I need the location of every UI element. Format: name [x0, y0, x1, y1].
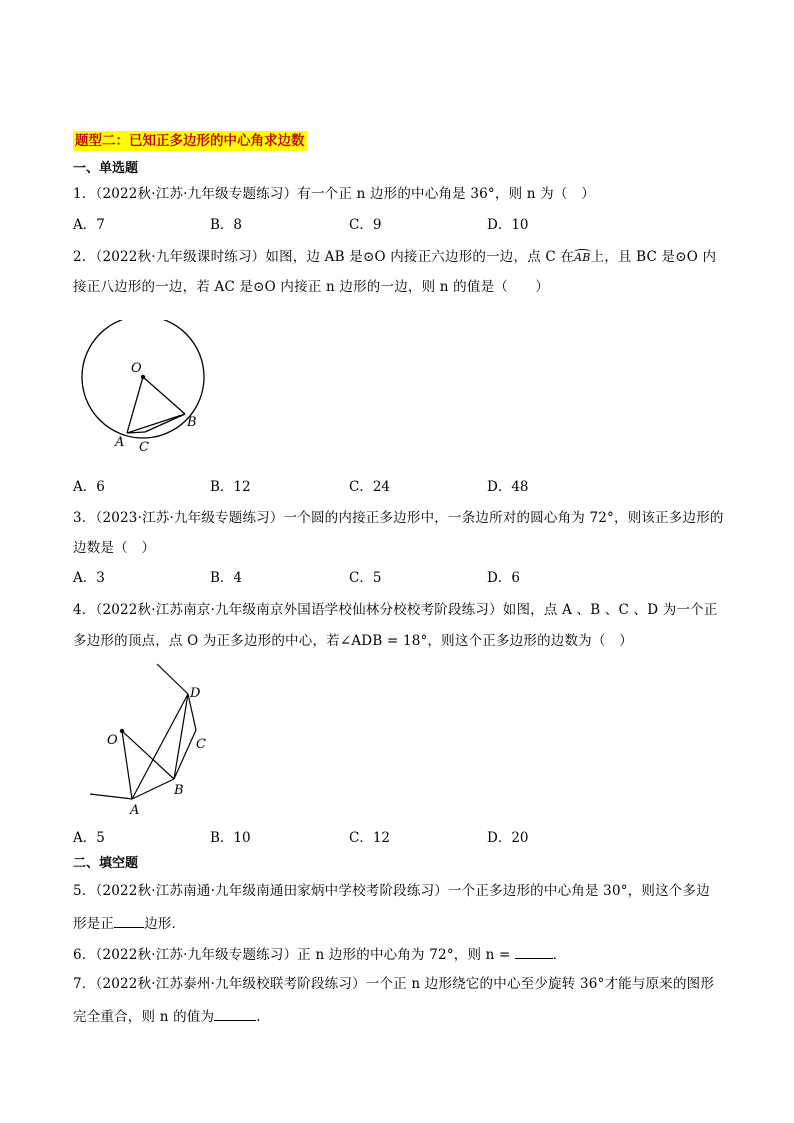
choice-b: B．10 [210, 830, 251, 846]
label-b: B [174, 783, 184, 798]
question-2-figure [75, 320, 215, 460]
segment-extension-a [90, 794, 132, 799]
choice-b: B．4 [210, 570, 243, 586]
label-c: C [139, 440, 149, 455]
question-2-line-1: 2．（2022秋·九年级课时练习）如图，边 AB 是⊙O 内接正六边形的一边，点 C 在AB上，且 BC 是⊙O 内 [73, 249, 717, 265]
segment-oa [127, 377, 143, 433]
segment-extension-d [157, 664, 188, 694]
question-7-line-2: 完全重合，则 n 的值为 ． [73, 1006, 270, 1026]
question-4-choices [73, 829, 733, 847]
choice-b: B．8 [210, 217, 243, 233]
segment-ob [122, 731, 174, 779]
choice-a: A．5 [73, 830, 105, 846]
question-5-line-2: 形是正 边形． [73, 913, 185, 933]
question-5-line-1: 5．（2022秋·江苏南通·九年级南通田家炳中学校考阶段练习）一个正多边形的中心角是 30°，则这个多边 [73, 883, 710, 899]
question-6-text: 6．（2022秋·江苏·九年级专题练习）正 n 边形的中心角为 72°，则 n = ． [73, 944, 566, 964]
section-title: 题型二：已知正多边形的中心角求边数 [75, 133, 305, 149]
segment-cb [174, 730, 196, 779]
question-3-line-2: 边数是（ ） [73, 540, 156, 556]
center-point [120, 729, 124, 733]
choice-a: A．7 [73, 217, 105, 233]
question-4-line-2: 多边形的顶点，点 O 为正多边形的中心，若∠ADB = 18°，则这个正多边形的边数为（ ） [73, 633, 633, 649]
part2-heading: 二、填空题 [73, 856, 139, 871]
question-3-line-1: 3．（2023·江苏·九年级专题练习）一个圆的内接正多边形中，一条边所对的圆心角为 72°，则该正多边形的 [73, 510, 724, 526]
label-a: A [115, 435, 125, 450]
answer-blank[interactable] [515, 944, 553, 959]
choice-d: D．20 [487, 830, 529, 846]
segment-ab [127, 414, 185, 433]
arc-ab-label: AB [574, 251, 591, 264]
label-c: C [196, 737, 206, 752]
choice-c: C．12 [349, 830, 391, 846]
choice-d: D．6 [487, 570, 520, 586]
label-o: O [107, 733, 118, 748]
question-7-line-1: 7．（2022秋·江苏泰州·九年级校联考阶段练习）一个正 n 边形绕它的中心至少旋转 36°才能与原来的图形 [73, 976, 715, 992]
choice-a: A．3 [73, 570, 105, 586]
choice-b: B．12 [210, 479, 251, 495]
choice-c: C．24 [349, 479, 391, 495]
choice-c: C．5 [349, 570, 382, 586]
question-1-choices [73, 216, 733, 234]
choice-c: C．9 [349, 217, 382, 233]
question-4-figure [85, 660, 225, 820]
answer-blank[interactable] [214, 1006, 256, 1021]
segment-oa [122, 731, 132, 799]
segment-cb [145, 414, 185, 432]
question-3-choices [73, 569, 733, 587]
question-2-line-2: 接正八边形的一边，若 AC 是⊙O 内接正 n 边形的一边，则 n 的值是（ ） [73, 279, 550, 295]
segment-ob [143, 377, 185, 414]
label-o: O [131, 361, 142, 376]
question-1-text: 1．（2022秋·江苏·九年级专题练习）有一个正 n 边形的中心角是 36°，则 n 为（ ） [73, 186, 595, 202]
answer-blank[interactable] [114, 913, 144, 928]
choice-d: D．10 [487, 217, 529, 233]
choice-d: D．48 [487, 479, 529, 495]
label-d: D [190, 686, 201, 701]
part1-heading: 一、单选题 [73, 161, 139, 176]
choice-a: A．6 [73, 479, 105, 495]
label-a: A [130, 803, 140, 818]
label-b: B [187, 415, 197, 430]
question-4-line-1: 4．（2022秋·江苏南京·九年级南京外国语学校仙林分校校考阶段练习）如图，点 A 、B 、C 、D 为一个正 [73, 602, 718, 618]
segment-ba [132, 779, 174, 799]
question-2-choices [73, 478, 733, 496]
